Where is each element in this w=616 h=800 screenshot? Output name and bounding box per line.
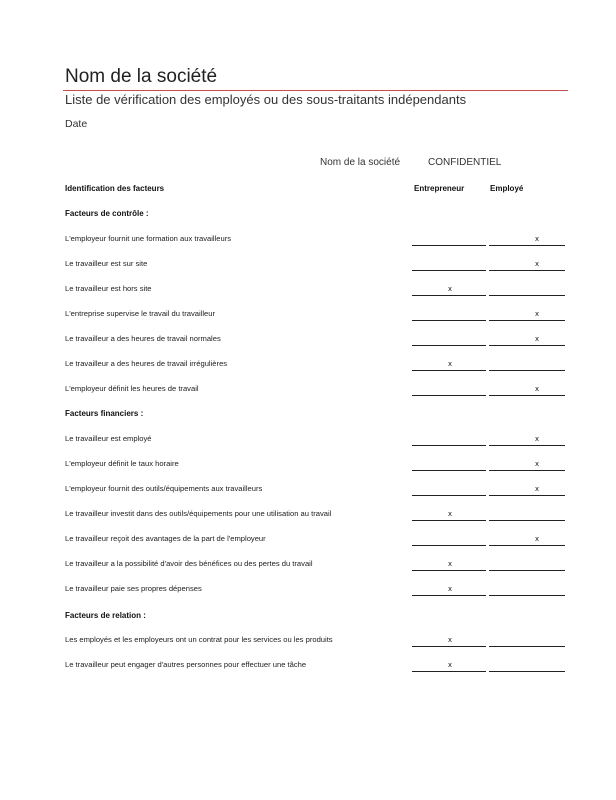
employee-cell[interactable]: [489, 333, 565, 346]
employee-mark: x: [535, 434, 539, 443]
contractor-mark: x: [448, 635, 452, 644]
contractor-mark: x: [448, 509, 452, 518]
row-label: Le travailleur reçoit des avantages de la part de l'employeur: [65, 534, 266, 543]
contractor-cell[interactable]: [412, 233, 486, 246]
employee-mark: x: [535, 459, 539, 468]
row-label: Le travailleur paie ses propres dépenses: [65, 584, 202, 593]
contractor-cell[interactable]: [412, 634, 486, 647]
row-label: Le travailleur a des heures de travail normales: [65, 334, 221, 343]
contractor-mark: x: [448, 584, 452, 593]
employee-cell[interactable]: [489, 433, 565, 446]
date-label: Date: [65, 118, 88, 130]
employee-cell[interactable]: [489, 533, 565, 546]
contractor-cell[interactable]: [412, 558, 486, 571]
contractor-cell[interactable]: [412, 659, 486, 672]
contractor-cell[interactable]: [412, 533, 486, 546]
employee-cell[interactable]: [489, 358, 565, 371]
employee-cell[interactable]: [489, 508, 565, 521]
employee-mark: x: [535, 484, 539, 493]
section-title-financial: Facteurs financiers :: [65, 409, 144, 418]
employee-mark: x: [535, 309, 539, 318]
row-label: Le travailleur investit dans des outils/équipements pour une utilisation au travail: [65, 509, 332, 518]
contractor-cell[interactable]: [412, 483, 486, 496]
employee-cell[interactable]: [489, 558, 565, 571]
contractor-mark: x: [448, 284, 452, 293]
row-label: L'employeur définit les heures de travail: [65, 384, 199, 393]
row-label: Le travailleur peut engager d'autres personnes pour effectuer une tâche: [65, 660, 307, 669]
employee-cell[interactable]: [489, 483, 565, 496]
employee-cell[interactable]: [489, 233, 565, 246]
contractor-cell[interactable]: [412, 308, 486, 321]
row-label: L'entreprise supervise le travail du travailleur: [65, 309, 216, 318]
row-label: L'employeur fournit des outils/équipements aux travailleurs: [65, 484, 263, 493]
employee-mark: x: [535, 234, 539, 243]
employee-cell[interactable]: [489, 634, 565, 647]
confidential-label: CONFIDENTIEL: [428, 157, 502, 168]
title-rule: [63, 90, 568, 91]
row-label: Le travailleur est hors site: [65, 284, 152, 293]
employee-cell[interactable]: [489, 283, 565, 296]
contractor-cell[interactable]: [412, 583, 486, 596]
column-header-factors: Identification des facteurs: [65, 184, 165, 193]
section-title-relationship: Facteurs de relation :: [65, 611, 146, 620]
employee-mark: x: [535, 384, 539, 393]
contractor-cell[interactable]: [412, 283, 486, 296]
contractor-mark: x: [448, 559, 452, 568]
company-title: Nom de la société: [65, 66, 218, 87]
contractor-cell[interactable]: [412, 508, 486, 521]
employee-cell[interactable]: [489, 583, 565, 596]
contractor-mark: x: [448, 660, 452, 669]
section-title-control: Facteurs de contrôle :: [65, 209, 149, 218]
contractor-cell[interactable]: [412, 258, 486, 271]
employee-mark: x: [535, 334, 539, 343]
employee-cell[interactable]: [489, 383, 565, 396]
employee-cell[interactable]: [489, 659, 565, 672]
employee-mark: x: [535, 534, 539, 543]
row-label: Les employés et les employeurs ont un contrat pour les services ou les produits: [65, 635, 333, 644]
company-name-label: Nom de la société: [320, 157, 401, 168]
employee-mark: x: [535, 259, 539, 268]
contractor-cell[interactable]: [412, 333, 486, 346]
row-label: L'employeur fournit une formation aux travailleurs: [65, 234, 232, 243]
contractor-cell[interactable]: [412, 458, 486, 471]
row-label: Le travailleur est sur site: [65, 259, 148, 268]
contractor-cell[interactable]: [412, 358, 486, 371]
employee-cell[interactable]: [489, 458, 565, 471]
row-label: L'employeur définit le taux horaire: [65, 459, 179, 468]
contractor-mark: x: [448, 359, 452, 368]
document-subtitle: Liste de vérification des employés ou des sous-traitants indépendants: [65, 92, 467, 107]
employee-cell[interactable]: [489, 308, 565, 321]
row-label: Le travailleur a la possibilité d'avoir des bénéfices ou des pertes du travail: [65, 559, 313, 568]
column-header-contractor: Entrepreneur: [414, 184, 465, 193]
row-label: Le travailleur a des heures de travail irrégulières: [65, 359, 228, 368]
contractor-cell[interactable]: [412, 433, 486, 446]
row-label: Le travailleur est employé: [65, 434, 152, 443]
column-header-employee: Employé: [490, 184, 524, 193]
contractor-cell[interactable]: [412, 383, 486, 396]
employee-cell[interactable]: [489, 258, 565, 271]
